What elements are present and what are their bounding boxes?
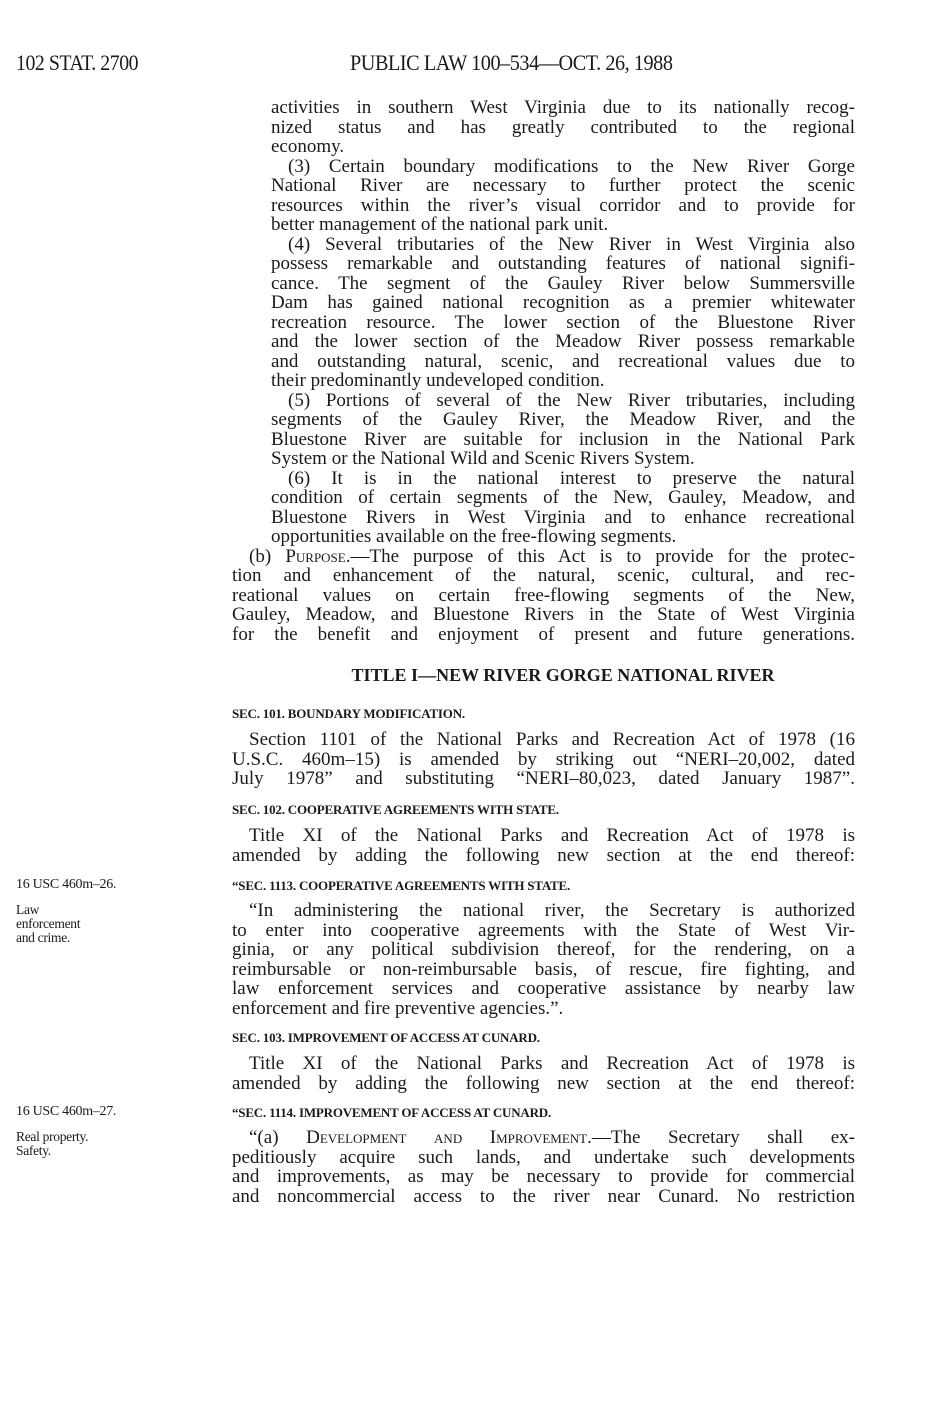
section-heading-102: SEC. 102. COOPERATIVE AGREEMENTS WITH STATE. bbox=[232, 802, 559, 817]
margin-citation: 16 USC 460m–27. bbox=[16, 1104, 117, 1119]
section-1113-body bbox=[232, 901, 855, 1018]
text-line: law enforcement services and cooperative assistance by nearby law bbox=[232, 978, 855, 999]
text-line bbox=[232, 1128, 855, 1148]
text-line: activities in southern West Virginia due to its nationally recog- bbox=[271, 97, 855, 118]
margin-note-line: Safety. bbox=[16, 1143, 51, 1158]
text-line: enforcement and fire preventive agencies.”. bbox=[232, 997, 564, 1019]
text-line: Title XI of the National Parks and Recreation Act of 1978 is bbox=[249, 1053, 855, 1074]
text-line: condition of certain segments of the New, Gauley, Meadow, and bbox=[271, 487, 855, 508]
finding-4 bbox=[271, 235, 855, 391]
margin-citation: 16 USC 460m–26. bbox=[16, 877, 117, 892]
text-line: July 1978” and substituting “NERI–80,023, dated January 1987”. bbox=[232, 768, 855, 789]
text-line: and noncommercial access to the river near Cunard. No restriction bbox=[232, 1185, 855, 1207]
finding-3 bbox=[271, 157, 855, 235]
text-line: U.S.C. 460m–15) is amended by striking out “NERI–20,002, dated bbox=[232, 748, 855, 770]
subsection-label: Development and Improvement bbox=[306, 1127, 588, 1148]
text-line: resources within the river’s visual corridor and to provide for bbox=[271, 194, 855, 216]
text-line: (6) It is in the national interest to preserve the natural bbox=[288, 467, 855, 489]
section-102-body bbox=[232, 826, 855, 865]
margin-note bbox=[16, 1130, 88, 1158]
text-line: segments of the Gauley River, the Meadow River, and the bbox=[271, 409, 855, 430]
text-line: (5) Portions of several of the New River tributaries, including bbox=[288, 389, 855, 411]
text-line: and outstanding natural, scenic, and recreational values due to bbox=[271, 350, 855, 372]
text-line: and the lower section of the Meadow River possess remarkable bbox=[271, 331, 855, 352]
section-heading-103: SEC. 103. IMPROVEMENT OF ACCESS AT CUNARD. bbox=[232, 1030, 540, 1045]
subsection-prefix: “(a) bbox=[249, 1127, 307, 1148]
margin-note-line: Real property. bbox=[16, 1129, 89, 1144]
text-line: Title XI of the National Parks and Recreation Act of 1978 is bbox=[249, 825, 855, 846]
text-line: Dam has gained national recognition as a premier whitewater bbox=[271, 292, 855, 313]
running-title: PUBLIC LAW 100–534—OCT. 26, 1988 bbox=[350, 50, 673, 75]
text-line: for the benefit and enjoyment of present and future generations. bbox=[232, 623, 855, 645]
text-line: possess remarkable and outstanding features of national signifi- bbox=[271, 253, 855, 274]
page-reference: 102 STAT. 2700 bbox=[16, 50, 139, 75]
section-heading-101: SEC. 101. BOUNDARY MODIFICATION. bbox=[232, 706, 465, 721]
text-line: ginia, or any political subdivision thereof, for the rendering, on a bbox=[232, 939, 855, 960]
text-line bbox=[232, 547, 855, 567]
section-heading-1113: “SEC. 1113. COOPERATIVE AGREEMENTS WITH STATE. bbox=[232, 878, 571, 893]
margin-note bbox=[16, 903, 80, 945]
text-line: Gauley, Meadow, and Bluestone Rivers in the State of West Virginia bbox=[232, 604, 855, 625]
section-101-body bbox=[232, 730, 855, 789]
section-1114-body bbox=[232, 1128, 855, 1206]
margin-note-line: and crime. bbox=[16, 930, 70, 945]
text-line: (3) Certain boundary modifications to the New River Gorge bbox=[288, 155, 855, 177]
text-line: reimbursable or non-reimbursable basis, of rescue, fire fighting, and bbox=[232, 958, 855, 980]
section-103-body bbox=[232, 1054, 855, 1093]
text-line: National River are necessary to further protect the scenic bbox=[271, 175, 855, 196]
text-line: System or the National Wild and Scenic Rivers System. bbox=[271, 448, 695, 469]
margin-note-line: Law bbox=[16, 902, 40, 917]
text-line: cance. The segment of the Gauley River below Summersville bbox=[271, 272, 855, 294]
text-line: Bluestone River are suitable for inclusion in the National Park bbox=[271, 428, 855, 450]
text-line: tion and enhancement of the natural, scenic, cultural, and rec- bbox=[232, 565, 855, 586]
text-line: to enter into cooperative agreements with the State of West Vir- bbox=[232, 919, 855, 941]
text-line: better management of the national park unit. bbox=[271, 214, 609, 235]
text-line: (4) Several tributaries of the New River in West Virginia also bbox=[288, 233, 855, 255]
purpose-label: Purpose bbox=[285, 545, 346, 567]
section-heading-1114: “SEC. 1114. IMPROVEMENT OF ACCESS AT CUNARD. bbox=[232, 1105, 552, 1120]
continued-paragraph bbox=[271, 98, 855, 157]
text-line: amended by adding the following new section at the end thereof: bbox=[232, 844, 855, 866]
text-line: peditiously acquire such lands, and undertake such developments bbox=[232, 1146, 855, 1168]
text-line: “In administering the national river, the Secretary is authorized bbox=[249, 900, 855, 921]
text-line: their predominantly undeveloped condition. bbox=[271, 370, 605, 391]
text-line: recreation resource. The lower section of the Bluestone River bbox=[271, 311, 855, 333]
subsection-text: .—The Secretary shall ex- bbox=[587, 1127, 855, 1148]
text-line: reational values on certain free-flowing segments of the New, bbox=[232, 584, 855, 606]
text-line: amended by adding the following new section at the end thereof: bbox=[232, 1072, 855, 1094]
finding-6 bbox=[271, 469, 855, 547]
text-line: economy. bbox=[271, 136, 345, 157]
text-line: nized status and has greatly contributed to the regional bbox=[271, 116, 855, 138]
purpose-text: .—The purpose of this Act is to provide for the protec- bbox=[345, 545, 856, 567]
text-line: opportunities available on the free-flowing segments. bbox=[271, 526, 677, 547]
margin-note-line: enforcement bbox=[16, 916, 81, 931]
title-heading: TITLE I—NEW RIVER GORGE NATIONAL RIVER bbox=[351, 665, 775, 685]
text-line: and improvements, as may be necessary to provide for commercial bbox=[232, 1166, 855, 1187]
purpose-paragraph bbox=[232, 547, 855, 645]
text-line: Bluestone Rivers in West Virginia and to enhance recreational bbox=[271, 506, 855, 528]
text-line: Section 1101 of the National Parks and Recreation Act of 1978 (16 bbox=[249, 729, 855, 750]
finding-5 bbox=[271, 391, 855, 469]
purpose-prefix: (b) bbox=[249, 545, 286, 567]
